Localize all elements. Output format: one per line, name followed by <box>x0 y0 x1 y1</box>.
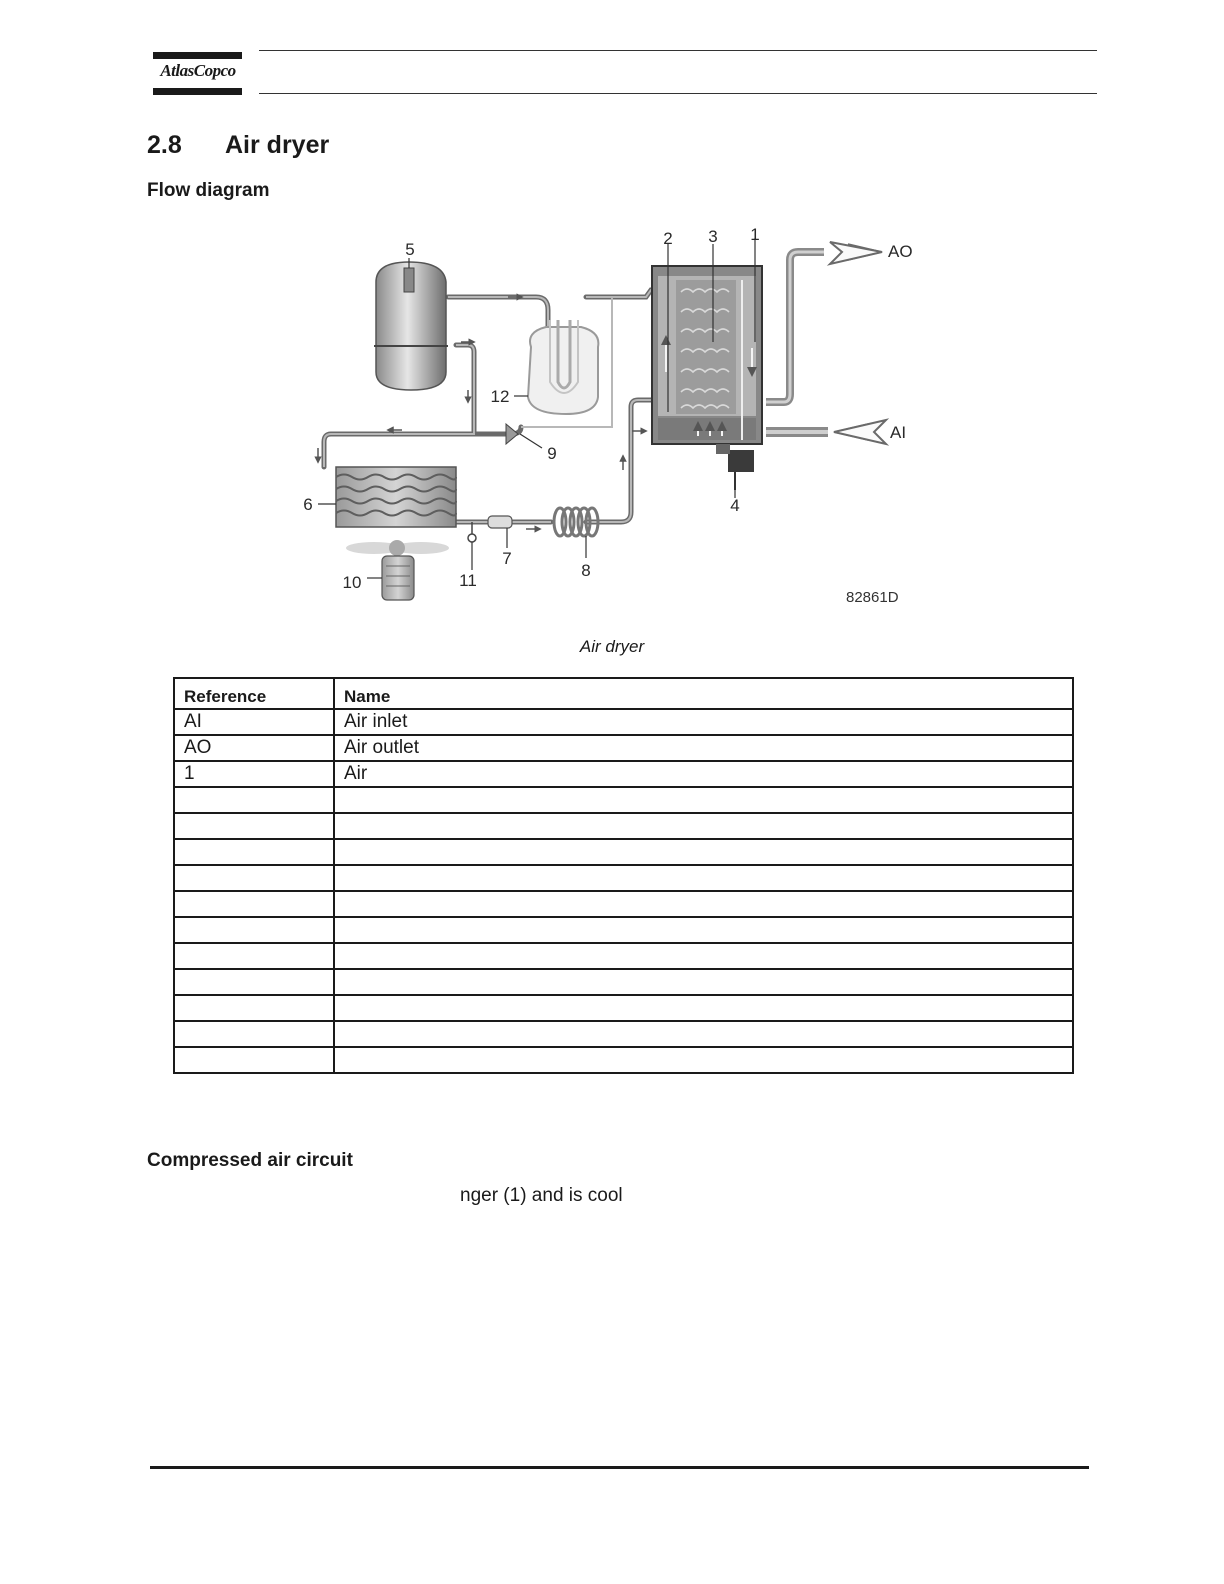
table-row <box>174 735 1073 761</box>
ref-cell <box>174 969 334 995</box>
ref-cell <box>174 787 334 813</box>
name-cell <box>334 943 1073 969</box>
table-row <box>174 969 1073 995</box>
name-cell <box>334 1021 1073 1047</box>
table-row <box>174 917 1073 943</box>
section-number: 2.8 <box>147 131 182 159</box>
ref-cell <box>174 917 334 943</box>
figure-code: 82861D <box>846 589 899 606</box>
name-cell <box>334 891 1073 917</box>
ref-cell <box>174 943 334 969</box>
table-row <box>174 761 1073 787</box>
name-cell <box>334 839 1073 865</box>
label-3: 3 <box>708 227 718 246</box>
name-cell <box>334 813 1073 839</box>
header-rule-bottom <box>259 93 1097 94</box>
header-reference: Reference <box>174 678 334 709</box>
name-cell <box>334 917 1073 943</box>
table-row <box>174 943 1073 969</box>
ref-cell <box>174 891 334 917</box>
ref-cell <box>174 839 334 865</box>
ref-cell <box>174 813 334 839</box>
name-cell: Air outlet <box>334 735 1073 761</box>
label-ai: AI <box>890 423 907 442</box>
label-11: 11 <box>459 571 477 590</box>
ref-cell <box>174 1047 334 1073</box>
refrigerant-vessel <box>528 320 598 414</box>
receiver-tank <box>374 262 448 390</box>
reference-table <box>173 677 1074 1074</box>
header-rule-top <box>259 50 1097 51</box>
ref-cell <box>174 865 334 891</box>
ref-cell: 1 <box>174 761 334 787</box>
table-row <box>174 995 1073 1021</box>
ref-cell: AI <box>174 709 334 735</box>
label-6: 6 <box>303 495 313 514</box>
compressed-air-circuit-heading: Compressed air circuit <box>147 1150 353 1171</box>
name-cell <box>334 995 1073 1021</box>
label-4: 4 <box>730 496 740 515</box>
table-row <box>174 839 1073 865</box>
ref-cell <box>174 995 334 1021</box>
label-1: 1 <box>750 225 760 244</box>
table-row <box>174 709 1073 735</box>
table-row <box>174 1047 1073 1073</box>
table-row <box>174 891 1073 917</box>
table-row <box>174 813 1073 839</box>
name-cell <box>334 787 1073 813</box>
label-5: 5 <box>405 240 415 259</box>
name-cell <box>334 1047 1073 1073</box>
table-row <box>174 787 1073 813</box>
label-ao: AO <box>888 242 913 261</box>
air-dryer-flow-diagram <box>296 222 926 612</box>
label-8: 8 <box>581 561 591 580</box>
ref-cell: AO <box>174 735 334 761</box>
label-2: 2 <box>663 229 673 248</box>
flow-diagram-heading: Flow diagram <box>147 180 270 201</box>
circuit-description: nger (1) and is cool <box>460 1185 623 1206</box>
ref-cell <box>174 1021 334 1047</box>
section-title: Air dryer <box>225 131 330 159</box>
logo-bar-bottom <box>153 88 242 95</box>
name-cell <box>334 865 1073 891</box>
condenser <box>336 467 456 527</box>
label-9: 9 <box>547 444 557 463</box>
name-cell: Air inlet <box>334 709 1073 735</box>
footer-rule <box>150 1466 1089 1469</box>
table-row <box>174 865 1073 891</box>
name-cell: Air <box>334 761 1073 787</box>
figure-caption: Air dryer <box>579 637 645 656</box>
table-row <box>174 1021 1073 1047</box>
table-header-row <box>174 678 1073 709</box>
logo-text: AtlasCopco <box>160 61 236 80</box>
label-12: 12 <box>490 387 510 406</box>
header-name: Name <box>334 678 1073 709</box>
label-10: 10 <box>342 573 362 592</box>
name-cell <box>334 969 1073 995</box>
label-7: 7 <box>502 549 512 568</box>
atlas-copco-logo <box>153 52 243 96</box>
logo-bar-top <box>153 52 242 59</box>
